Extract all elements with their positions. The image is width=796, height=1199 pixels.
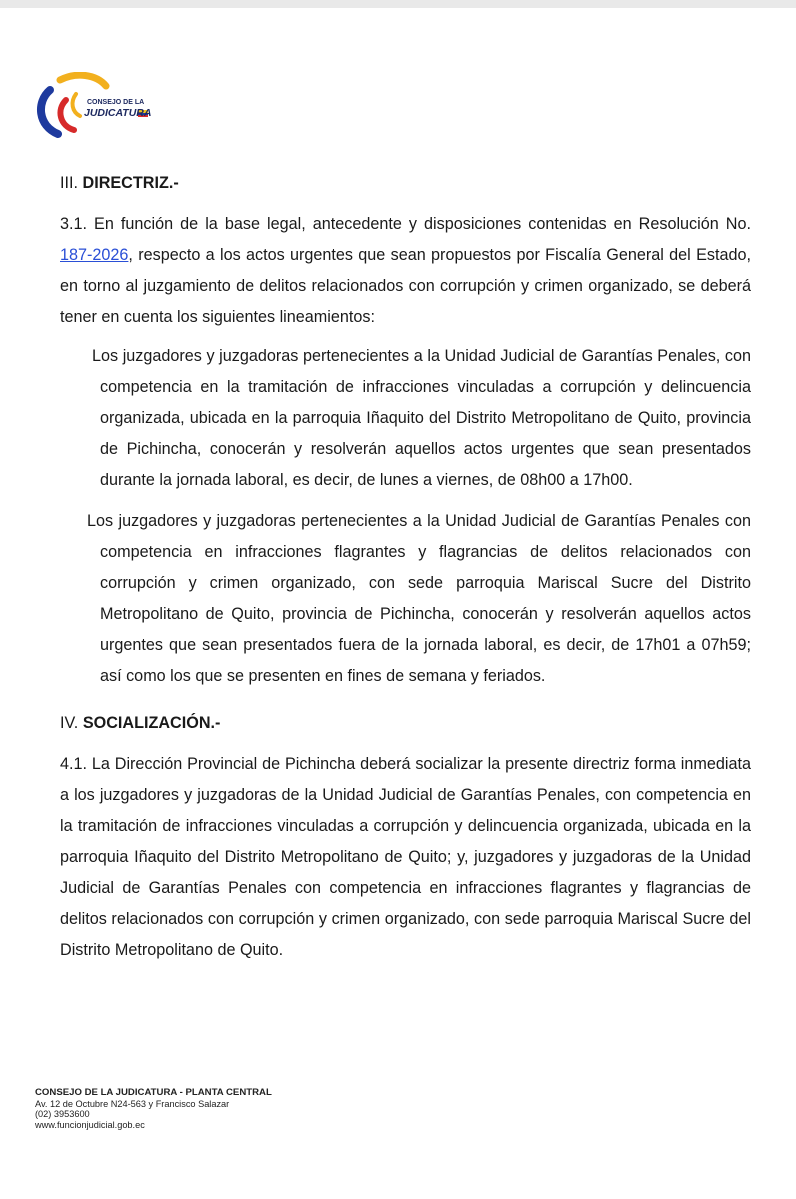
section-4-heading — [60, 708, 751, 739]
guideline-item-2: Los juzgadores y juzgadoras pertenecientes a la Unidad Judicial de Garantías Penales con competencia en infracciones flagrantes y flagrancias de delitos relacionados con corrupción y crimen organizado, con sede parroquia Mariscal Sucre del Distrito Metropolitano de Quito, provincia de Pichincha, conocerán y resolverán aquellos actos urgentes que sean presentados fuera de la jornada laboral, es decir, de 17h01 a 07h59; así como los que se presenten en fines de semana y feriados. — [87, 512, 751, 685]
guideline-item-1: Los juzgadores y juzgadoras pertenecientes a la Unidad Judicial de Garantías Penales, con competencia en la tramitación de infracciones vinculadas a corrupción y delincuencia organizada, ubicada en la parroquia Iñaquito del Distrito Metropolitano de Quito, provincia de Pichincha, conocerán y resolverán aquellos actos urgentes que sean presentados durante la jornada laboral, es decir, de lunes a viernes, de 08h00 a 17h00. — [92, 347, 751, 489]
resolution-link[interactable]: 187-2026 — [60, 246, 129, 264]
top-bar — [0, 0, 796, 8]
footer-website[interactable]: www.funcionjudicial.gob.ec — [35, 1119, 145, 1130]
paragraph-3-1-text-b: , respecto a los actos urgentes que sean propuestos por Fiscalía General del Estado, en torno al juzgamiento de delitos relacionados con corrupción y crimen organizado, se deberá tener en cuenta los siguientes lineamientos: — [60, 246, 751, 326]
logo-icon — [32, 72, 162, 144]
footer-address: Av. 12 de Octubre N24-563 y Francisco Salazar — [35, 1098, 230, 1109]
document-body — [60, 168, 751, 974]
logo-text-line1: CONSEJO DE LA — [87, 99, 145, 106]
logo-text-line2: JUDICATURA — [84, 107, 152, 119]
footer-org: CONSEJO DE LA JUDICATURA - PLANTA CENTRAL — [35, 1087, 272, 1098]
section-4-number: IV. — [60, 714, 79, 732]
section-3-heading — [60, 168, 751, 199]
footer — [35, 1088, 355, 1130]
paragraph-3-1 — [60, 209, 751, 333]
footer-phone: (02) 3953600 — [35, 1109, 90, 1120]
section-4-title: SOCIALIZACIÓN.- — [82, 714, 221, 732]
consejo-judicatura-logo — [32, 72, 162, 144]
paragraph-4-1: 4.1. La Dirección Provincial de Pichincha deberá socializar la presente directriz forma inmediata a los juzgadores y juzgadoras de la Unidad Judicial de Garantías Penales, con competencia en la tramitación de infracciones vinculadas a corrupción y delincuencia organizada, ubicada en la parroquia Iñaquito del Distrito Metropolitano de Quito; y, juzgadores y juzgadoras de la Unidad Judicial de Garantías Penales con competencia en infracciones flagrantes y flagrancias de delitos relacionados con corrupción y crimen organizado, con sede parroquia Mariscal Sucre del Distrito Metropolitano de Quito. — [60, 755, 751, 959]
section-3-number: III. — [60, 174, 78, 192]
paragraph-3-1-text-a: 3.1. En función de la base legal, antecedente y disposiciones contenidas en Resolución No. — [60, 215, 751, 233]
section-3-title: DIRECTRIZ.- — [82, 174, 179, 192]
